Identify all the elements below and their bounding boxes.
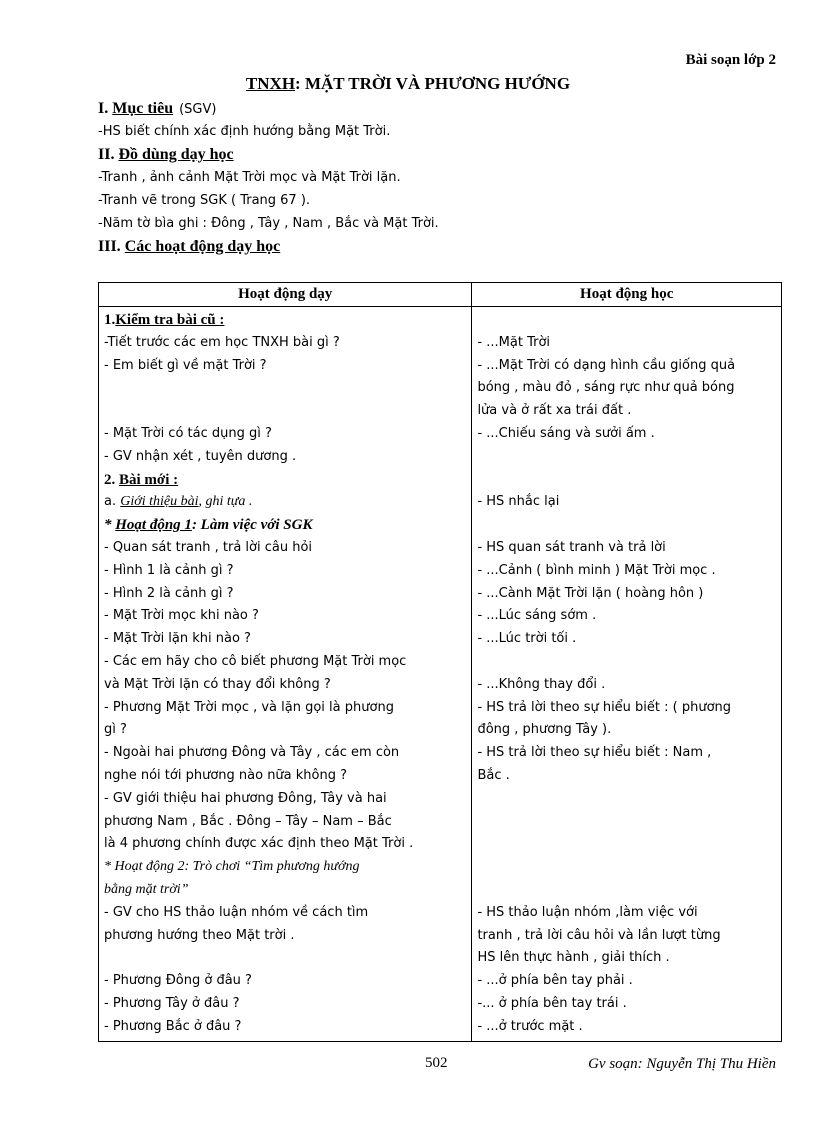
blank-line xyxy=(477,469,776,492)
activity-star: * xyxy=(104,517,116,534)
teacher-line: - Em biết gì về mặt Trời ? xyxy=(104,357,267,373)
student-line: - HS trả lời theo sự hiểu biết : ( phương xyxy=(477,699,732,715)
activity-2-heading-cont: bằng mặt trời” xyxy=(104,881,189,897)
blank-line xyxy=(477,833,776,856)
section-label: Đồ dùng dạy học xyxy=(118,146,234,163)
blank-line xyxy=(477,309,776,332)
teacher-line: nghe nói tới phương nào nữa không ? xyxy=(104,767,348,783)
material-line: -Tranh vẽ trong SGK ( Trang 67 ). xyxy=(98,193,311,208)
student-line: - ...Cảnh ( bình minh ) Mặt Trời mọc . xyxy=(477,562,716,578)
teacher-line: -Tiết trước các em học TNXH bài gì ? xyxy=(104,334,340,350)
blank-line xyxy=(477,514,776,537)
teacher-line: - Mặt Trời mọc khi nào ? xyxy=(104,608,259,624)
teacher-line: - Quan sát tranh , trả lời câu hỏi xyxy=(104,539,313,555)
section-label: Mục tiêu xyxy=(112,100,174,117)
activity-suffix: : Làm việc với SGK xyxy=(191,517,313,534)
student-line: bóng , màu đỏ , sáng rực như quả bóng xyxy=(477,380,735,396)
student-column xyxy=(472,307,782,1042)
material-line: -Năm tờ bìa ghi : Đông , Tây , Nam , Bắc và Mặt Trời. xyxy=(98,216,439,231)
student-line: - ...Mặt Trời có dạng hình cầu giống quả xyxy=(477,357,736,373)
blank-line xyxy=(104,377,466,400)
section-label: Bài mới : xyxy=(119,471,179,488)
blank-line xyxy=(104,400,466,423)
blank-line xyxy=(477,651,776,674)
student-line: - ...Cành Mặt Trời lặn ( hoàng hôn ) xyxy=(477,585,704,601)
teacher-line: - Phương Đông ở đâu ? xyxy=(104,973,252,989)
header-corner: Bài soạn lớp 2 xyxy=(685,52,776,68)
student-line: - HS nhắc lại xyxy=(477,494,560,510)
teacher-line: - Ngoài hai phương Đông và Tây , các em còn xyxy=(104,745,400,761)
blank-line xyxy=(477,879,776,902)
teacher-line: - Hình 2 là cảnh gì ? xyxy=(104,585,234,601)
student-line: - ...Mặt Trời xyxy=(477,334,551,350)
teacher-line: - GV giới thiệu hai phương Đông, Tây và hai xyxy=(104,790,387,806)
page-number: 502 xyxy=(425,1055,448,1071)
blank-line xyxy=(477,446,776,469)
teacher-line: phương Nam , Bắc . Đông – Tây – Nam – Bắc xyxy=(104,813,392,829)
blank-line xyxy=(477,856,776,879)
footer-author: Gv soạn: Nguyễn Thị Thu Hiền xyxy=(588,1056,776,1072)
blank-line xyxy=(104,947,466,970)
blank-line xyxy=(477,788,776,811)
teacher-line: - Mặt Trời lặn khi nào ? xyxy=(104,631,251,647)
student-line: - ...Chiếu sáng và sưởi ấm . xyxy=(477,425,655,441)
student-line: - HS trả lời theo sự hiểu biết : Nam , xyxy=(477,745,712,761)
activity-1-heading xyxy=(104,514,466,537)
teacher-line: - Phương Tây ở đâu ? xyxy=(104,995,240,1011)
student-line: - HS thảo luận nhóm ,làm việc với xyxy=(477,904,698,920)
student-line: - HS quan sát tranh và trả lời xyxy=(477,539,666,555)
teacher-line: - Phương Mặt Trời mọc , và lặn gọi là phương xyxy=(104,699,394,715)
section-number: II. xyxy=(98,146,119,163)
student-line: - ...Lúc sáng sớm . xyxy=(477,608,597,624)
teacher-line: - Phương Bắc ở đâu ? xyxy=(104,1018,242,1034)
section-label: Kiểm tra bài cũ : xyxy=(115,312,225,328)
teacher-line: - Các em hãy cho cô biết phương Mặt Trời mọc xyxy=(104,653,407,669)
section-activities-heading xyxy=(98,238,280,256)
student-line: -... ở phía bên tay trái . xyxy=(477,995,627,1011)
table-header-row xyxy=(99,283,782,307)
section-number: 1. xyxy=(104,312,116,328)
material-line: -Tranh , ảnh cảnh Mặt Trời mọc và Mặt Trời lặn. xyxy=(98,170,401,185)
blank-line xyxy=(477,811,776,834)
section-materials-heading xyxy=(98,146,234,164)
student-line: đông , phương Tây ). xyxy=(477,722,612,738)
student-line: - ...Không thay đổi . xyxy=(477,676,606,692)
teacher-line: - GV nhận xét , tuyên dương . xyxy=(104,448,297,464)
header-teacher: Hoạt động dạy xyxy=(99,283,472,307)
student-line: Bắc . xyxy=(477,767,510,783)
table-row xyxy=(99,307,782,1042)
intro-label: Giới thiệu bài xyxy=(120,494,199,510)
student-line: HS lên thực hành , giải thích . xyxy=(477,950,670,966)
teacher-line: phương hướng theo Mặt trời . xyxy=(104,927,295,943)
title-subject: TNXH xyxy=(245,74,296,93)
section-label: Các hoạt động dạy học xyxy=(124,238,281,255)
student-line: lửa và ở rất xa trái đất . xyxy=(477,403,632,419)
intro-prefix: a. xyxy=(104,494,121,510)
teacher-line: - GV cho HS thảo luận nhóm về cách tìm xyxy=(104,904,369,920)
activities-table xyxy=(98,282,782,1042)
section-number: I. xyxy=(98,100,113,117)
page-title xyxy=(0,74,816,94)
intro-suffix: , ghi tựa . xyxy=(198,494,253,510)
student-line: - ...ở phía bên tay phải . xyxy=(477,973,633,989)
teacher-line: là 4 phương chính được xác định theo Mặt Trời . xyxy=(104,836,414,852)
header-student: Hoạt động học xyxy=(472,283,782,307)
activity-2-heading: * Hoạt động 2: Trò chơi “Tìm phương hướng xyxy=(104,859,360,875)
section-number: 2. xyxy=(104,471,119,488)
student-line: - ...ở trước mặt . xyxy=(477,1018,583,1034)
intro-line xyxy=(104,491,466,514)
teacher-column xyxy=(99,307,472,1042)
section-note: (SGV) xyxy=(179,102,217,117)
section-heading-new-lesson xyxy=(104,469,466,492)
activity-label: Hoạt động 1 xyxy=(115,517,192,534)
teacher-line: - Hình 1 là cảnh gì ? xyxy=(104,562,234,578)
title-text: MẶT TRỜI VÀ PHƯƠNG HƯỚNG xyxy=(300,74,571,93)
teacher-line: - Mặt Trời có tác dụng gì ? xyxy=(104,425,272,441)
section-objectives-heading xyxy=(98,100,216,118)
student-line: - ...Lúc trời tối . xyxy=(477,631,577,647)
student-line: tranh , trả lời câu hỏi và lần lượt từng xyxy=(477,927,721,943)
section-number: III. xyxy=(98,238,125,255)
title-sep: : xyxy=(295,74,301,93)
section-heading-review xyxy=(104,309,466,332)
objective-line: -HS biết chính xác định hướng bằng Mặt Trời. xyxy=(98,124,391,139)
teacher-line: và Mặt Trời lặn có thay đổi không ? xyxy=(104,676,331,692)
teacher-line: gì ? xyxy=(104,722,127,738)
